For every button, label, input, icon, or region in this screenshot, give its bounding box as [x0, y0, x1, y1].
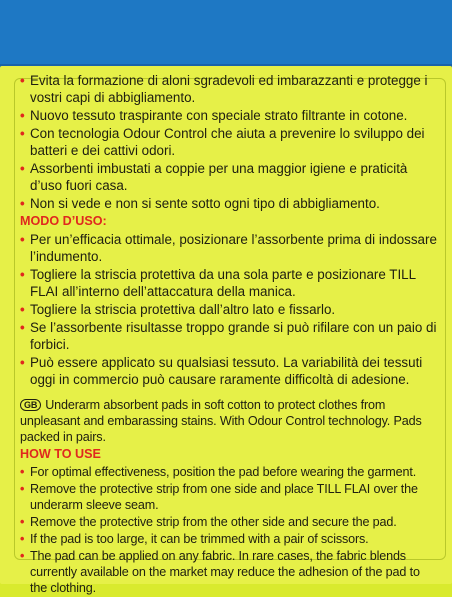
it-usage-step: • Se l’assorbente risultasse troppo grande si può rifilare con un paio di forbici.	[20, 320, 437, 352]
bullet-icon: •	[20, 302, 25, 317]
package-blue-header	[0, 0, 452, 64]
gb-language-badge: GB	[20, 399, 41, 411]
it-bullet: • Assorbenti imbustati a coppie per una maggior igiene e praticità d’uso fuori casa.	[20, 161, 408, 193]
bullet-icon: •	[20, 73, 25, 88]
product-text	[20, 72, 438, 597]
en-usage-step: • Remove the protective strip from the other side and secure the pad.	[20, 515, 397, 529]
bullet-icon: •	[20, 320, 25, 335]
bullet-icon: •	[20, 355, 25, 370]
en-usage-step: • If the pad is too large, it can be trimmed with a pair of scissors.	[20, 532, 369, 546]
bullet-icon: •	[20, 161, 25, 176]
it-usage-heading: MODO D’USO:	[20, 214, 107, 228]
it-usage-step: • Può essere applicato su qualsiasi tessuto. La variabilità dei tessuti oggi in commercio può causare raramente difficoltà di adesione.	[20, 355, 423, 387]
en-usage-heading: HOW TO USE	[20, 447, 101, 461]
en-usage-step: • The pad can be applied on any fabric. In rare cases, the fabric blends currently available on the market may reduce the adhesion of the pad to the clothing.	[20, 549, 420, 595]
bullet-icon: •	[20, 126, 25, 141]
bullet-icon: •	[20, 549, 25, 563]
it-usage-step: • Per un’efficacia ottimale, posizionare l’assorbente prima di indossare l’indumento.	[20, 232, 437, 264]
bullet-icon: •	[20, 267, 25, 282]
it-bullet: • Nuovo tessuto traspirante con speciale strato filtrante in cotone.	[20, 108, 408, 123]
bullet-icon: •	[20, 108, 25, 123]
it-bullet: • Con tecnologia Odour Control che aiuta a prevenire lo sviluppo dei batteri e dei cattivi odori.	[20, 126, 425, 158]
bullet-icon: •	[20, 196, 25, 211]
en-usage-step: • For optimal effectiveness, position the pad before wearing the garment.	[20, 465, 417, 479]
bullet-icon: •	[20, 465, 25, 479]
en-intro: GB Underarm absorbent pads in soft cotton to protect clothes from unpleasant and embarassing stains. With Odour Control technology. Pads packed in pairs.	[20, 398, 422, 444]
bullet-icon: •	[20, 232, 25, 247]
it-usage-step: • Togliere la striscia protettiva dall’altro lato e fissarlo.	[20, 302, 336, 317]
it-bullet: • Evita la formazione di aloni sgradevoli ed imbarazzanti e protegge i vostri capi di abbigliamento.	[20, 73, 428, 105]
bullet-icon: •	[20, 515, 25, 529]
it-bullet: • Non si vede e non si sente sotto ogni tipo di abbigliamento.	[20, 196, 380, 211]
en-usage-step: • Remove the protective strip from one side and place TILL FLAI over the underarm sleeve seam.	[20, 482, 418, 512]
bullet-icon: •	[20, 482, 25, 496]
it-usage-step: • Togliere la striscia protettiva da una sola parte e posizionare TILL FLAI all’interno dell’attaccatura della manica.	[20, 267, 416, 299]
bullet-icon: •	[20, 532, 25, 546]
